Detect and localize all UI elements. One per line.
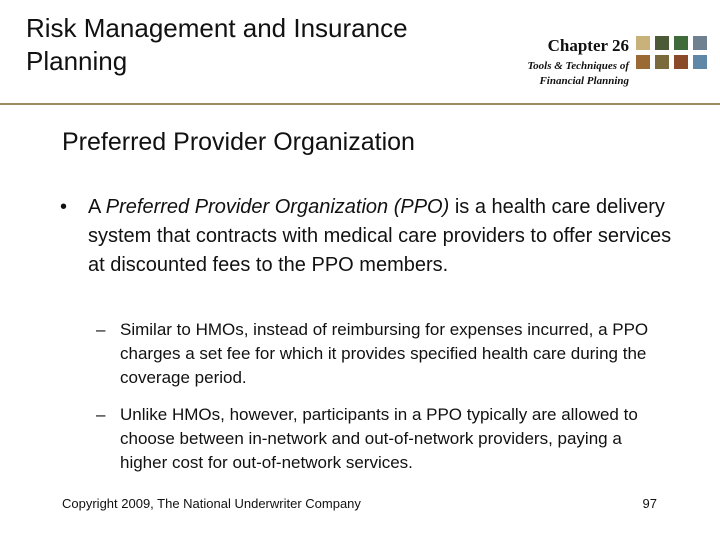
copyright-text: Copyright 2009, The National Underwriter Company [62, 496, 361, 511]
header-divider [0, 103, 720, 105]
square-decoration [674, 55, 688, 69]
square-decoration [655, 55, 669, 69]
square-decoration [636, 36, 650, 50]
bullet-marker: • [60, 196, 68, 218]
dash-marker: – [96, 405, 106, 424]
bullet-term: Preferred Provider Organization (PPO) [105, 196, 450, 218]
book-subtitle [429, 59, 629, 89]
bullet-rest: is a health care delivery system that contracts with medical care providers to offer services at discounted fees to the PPO members. [88, 196, 672, 276]
book-subtitle-line2: Financial Planning [539, 75, 629, 87]
square-decoration [655, 36, 669, 50]
dash-marker: – [96, 320, 106, 339]
chapter-label: Chapter 26 [547, 36, 629, 55]
page-number: 97 [642, 496, 657, 511]
square-decoration [693, 36, 707, 50]
decorative-squares [636, 36, 716, 70]
book-subtitle-line1: Tools & Techniques of [527, 60, 629, 72]
sub-point-text: Similar to HMOs, instead of reimbursing for expenses incurred, a PPO charges a set fee for which it provides specified health care during the coverage period. [120, 320, 649, 387]
square-decoration [636, 55, 650, 69]
square-decoration [693, 55, 707, 69]
square-decoration [674, 36, 688, 50]
sub-point-text: Unlike HMOs, however, participants in a PPO typically are allowed to choose between in-network and out-of-network providers, paying a higher cost for out-of-network services. [120, 405, 638, 472]
sub-point [96, 403, 656, 475]
bullet-text [88, 193, 680, 280]
sub-point [96, 318, 656, 390]
slide-heading: Preferred Provider Organization [62, 128, 415, 156]
slide-header-title: Risk Management and Insurance Planning [26, 13, 408, 76]
main-bullet [60, 193, 680, 280]
bullet-lead: A [88, 196, 106, 218]
